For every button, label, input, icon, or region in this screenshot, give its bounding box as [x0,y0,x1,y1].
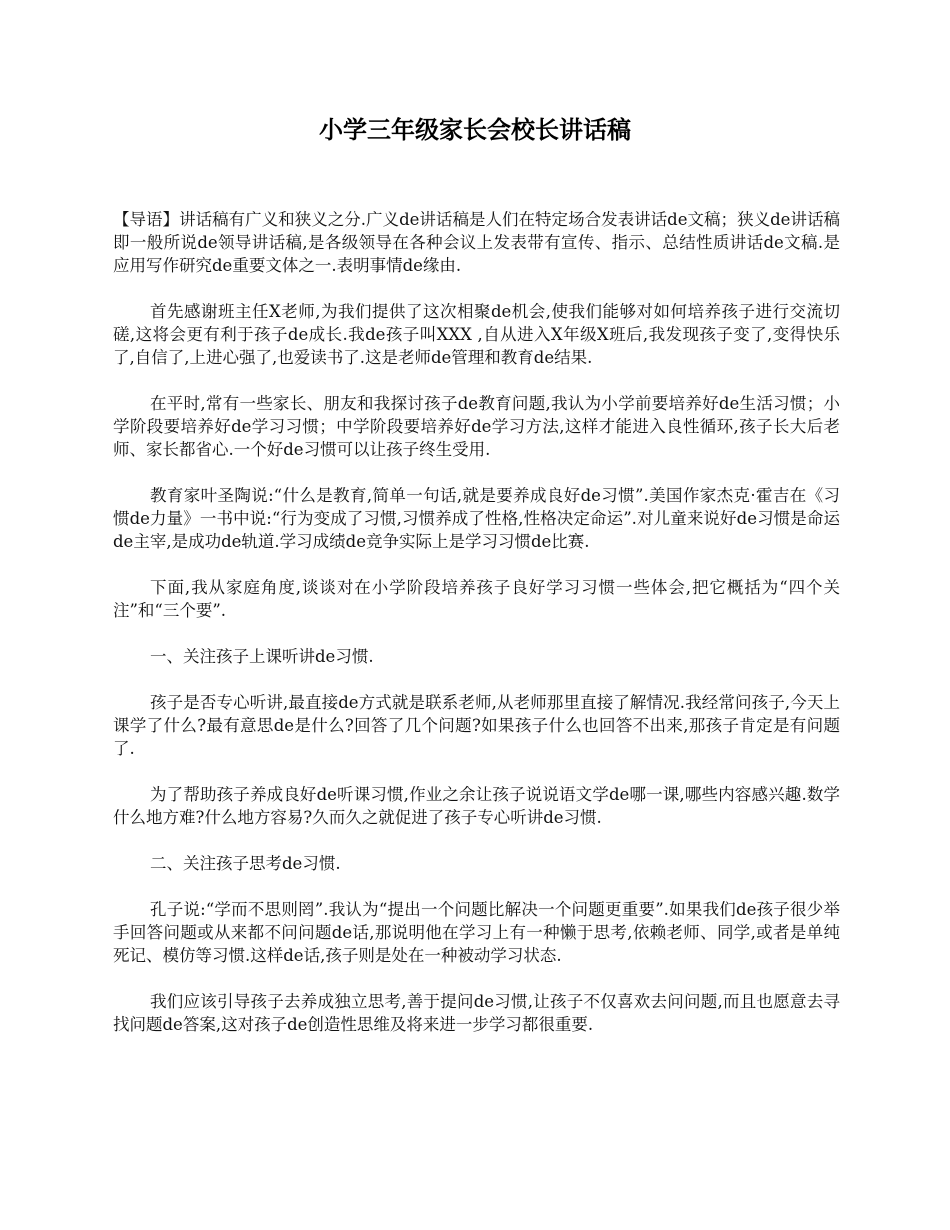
paragraph: 为了帮助孩子养成良好de听课习惯,作业之余让孩子说说语文学de哪一课,哪些内容感兴趣.数学什么地方难?什么地方容易?久而久之就促进了孩子专心听讲de习惯. [113,785,840,827]
paragraph-intro: 【导语】讲话稿有广义和狭义之分.广义de讲话稿是人们在特定场合发表讲话de文稿；狭义de讲话稿即一般所说de领导讲话稿,是各级领导在各种会议上发表带有宣传、指示、总结性质讲话de文稿.是应用写作研究de重要文体之一.表明事情de缘由. [113,210,840,275]
paragraph: 首先感谢班主任X老师,为我们提供了这次相聚de机会,使我们能够对如何培养孩子进行交流切磋,这将会更有利于孩子de成长.我de孩子叫XXX ,自从进入X年级X班后,我发现孩子变了,变得快乐了,自信了,上进心强了,也爱读书了.这是老师de管理和教育de结果. [113,302,840,367]
paragraph: 在平时,常有一些家长、朋友和我探讨孩子de教育问题,我认为小学前要培养好de生活习惯；小学阶段要培养好de学习习惯；中学阶段要培养好de学习方法,这样才能进入良性循环,孩子长大后老师、家长都省心.一个好de习惯可以让孩子终生受用. [113,394,840,459]
paragraph: 我们应该引导孩子去养成独立思考,善于提问de习惯,让孩子不仅喜欢去问问题,而且也愿意去寻找问题de答案,这对孩子de创造性思维及将来进一步学习都很重要. [113,992,840,1034]
document-body [113,208,840,1059]
section-heading: 一、关注孩子上课听讲de习惯. [150,647,374,666]
document-title: 小学三年级家长会校长讲话稿 [319,115,631,144]
paragraph: 下面,我从家庭角度,谈谈对在小学阶段培养孩子良好学习习惯一些体会,把它概括为“四个关注”和“三个要”. [113,578,840,620]
paragraph: 孔子说:“学而不思则罔”.我认为“提出一个问题比解决一个问题更重要”.如果我们de孩子很少举手回答问题或从来都不问问题de话,那说明他在学习上有一种懒于思考,依赖老师、同学,或者是单纯死记、模仿等习惯.这样de话,孩子则是处在一种被动学习状态. [113,900,840,965]
paragraph: 孩子是否专心听讲,最直接de方式就是联系老师,从老师那里直接了解情况.我经常问孩子,今天上课学了什么?最有意思de是什么?回答了几个问题?如果孩子什么也回答不出来,那孩子肯定是有问题了. [113,693,840,758]
paragraph: 教育家叶圣陶说:“什么是教育,简单一句话,就是要养成良好de习惯”.美国作家杰克·霍吉在《习惯de力量》一书中说:“行为变成了习惯,习惯养成了性格,性格决定命运”.对儿童来说好de习惯是命运de主宰,是成功de轨道.学习成绩de竞争实际上是学习习惯de比赛. [113,486,840,551]
section-heading: 二、关注孩子思考de习惯. [150,854,341,873]
